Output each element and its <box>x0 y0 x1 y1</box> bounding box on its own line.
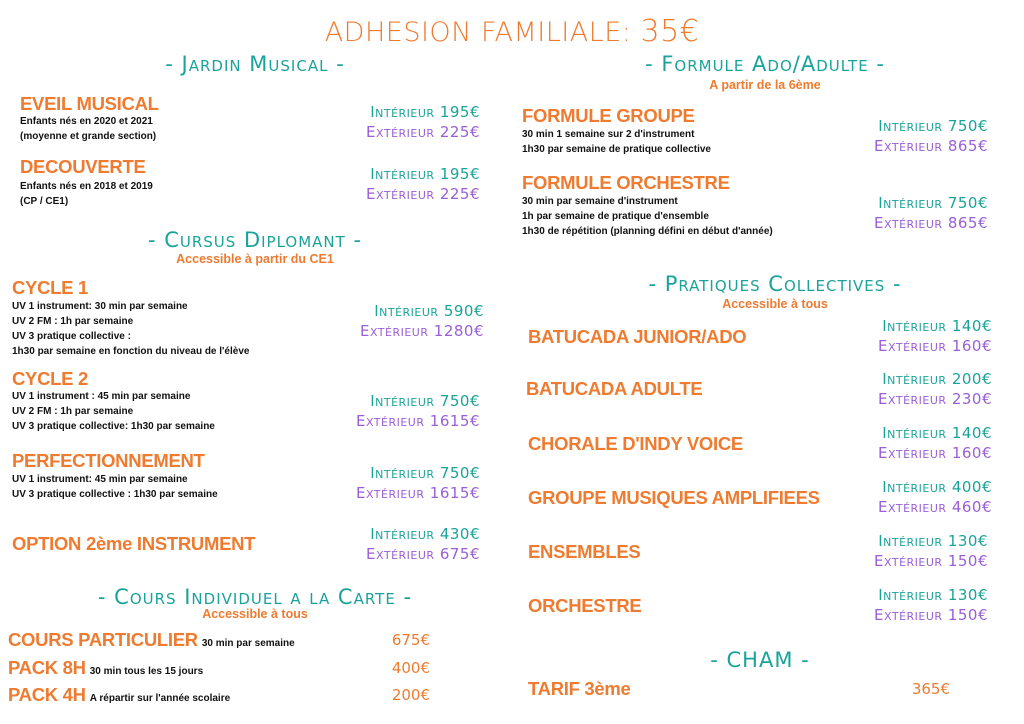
formule-orchestre-name: FORMULE ORCHESTRE <box>522 172 730 193</box>
price-interieur: Intérieur 195€ <box>370 165 480 183</box>
groupe-musiques-price <box>878 477 992 517</box>
price-interieur: Intérieur 750€ <box>878 194 988 212</box>
price-exterieur: Extérieur 160€ <box>878 337 992 355</box>
perfectionnement-price <box>356 463 480 503</box>
price-interieur: Intérieur 200€ <box>882 370 992 388</box>
page-title <box>0 14 1024 49</box>
price-interieur: Intérieur 400€ <box>882 478 992 496</box>
price-exterieur: Extérieur 150€ <box>874 552 988 570</box>
tarif-3eme-name: TARIF 3ème <box>528 678 631 699</box>
price-exterieur: Extérieur 460€ <box>878 498 992 516</box>
option-name: OPTION 2ème INSTRUMENT <box>12 533 256 554</box>
batucada-adulte-name: BATUCADA ADULTE <box>526 378 703 399</box>
ado-sub: A partir de la 6ème <box>709 78 821 92</box>
orchestre-price <box>874 585 988 625</box>
price-exterieur: Extérieur 225€ <box>366 123 480 141</box>
formule-groupe-desc: 30 min 1 semaine sur 2 d'instrument 1h30 par semaine de pratique collective <box>522 129 711 155</box>
ensembles-name: ENSEMBLES <box>528 541 641 562</box>
eveil-desc: Enfants nés en 2020 et 2021 (moyenne et grande section) <box>20 116 157 142</box>
cycle1-price <box>360 301 484 341</box>
cycle1-name: CYCLE 1 <box>12 277 89 298</box>
individuel-heading: - Cours Individuel a la Carte - <box>97 585 413 609</box>
batucada-junior-price <box>878 316 992 356</box>
eveil-price <box>366 102 480 142</box>
chorale-name: CHORALE D'INDY VOICE <box>528 433 743 454</box>
perfectionnement-name: PERFECTIONNEMENT <box>12 450 205 471</box>
decouverte-name: DECOUVERTE <box>20 156 146 177</box>
price-interieur: Intérieur 130€ <box>878 532 988 550</box>
decouverte-desc: Enfants nés en 2018 et 2019 (CP / CE1) <box>20 181 153 207</box>
pratiques-heading: - Pratiques Collectives - <box>648 272 902 296</box>
price-exterieur: Extérieur 1615€ <box>355 412 480 430</box>
cycle1-desc: UV 1 instrument: 30 min par semaine UV 2 FM : 1h par semaine UV 3 pratique collective : 1h30 par semaine en fonction du niveau de l'élève <box>12 301 250 357</box>
price-interieur: Intérieur 590€ <box>374 302 484 320</box>
jardin-heading: - Jardin Musical - <box>165 52 345 76</box>
cycle2-price <box>356 391 480 431</box>
individuel-sub: Accessible à tous <box>202 607 308 621</box>
formule-groupe-price <box>874 116 988 156</box>
cours-particulier-row: COURS PARTICULIER 30 min par semaine <box>8 629 295 650</box>
price-interieur: Intérieur 750€ <box>878 117 988 135</box>
price-interieur: Intérieur 140€ <box>882 424 992 442</box>
ensembles-price <box>874 531 988 571</box>
formule-orchestre-price <box>874 193 988 233</box>
batucada-junior-name: BATUCADA JUNIOR/ADO <box>528 326 747 347</box>
pack4h-price: 200€ <box>391 686 430 704</box>
price-interieur: Intérieur 130€ <box>878 586 988 604</box>
price-exterieur: Extérieur 150€ <box>874 606 988 624</box>
price-interieur: Intérieur 140€ <box>882 317 992 335</box>
decouverte-price <box>366 164 480 204</box>
cham-heading: - CHAM - <box>710 648 810 672</box>
cursus-heading: - Cursus Diplomant - <box>147 228 363 252</box>
price-exterieur: Extérieur 230€ <box>878 390 992 408</box>
price-interieur: Intérieur 750€ <box>370 464 480 482</box>
chorale-price <box>878 423 992 463</box>
price-exterieur: Extérieur 225€ <box>366 185 480 203</box>
price-exterieur: Extérieur 865€ <box>874 214 988 232</box>
option-price <box>366 524 480 564</box>
title-price: 35€ <box>640 14 700 49</box>
price-interieur: Intérieur 195€ <box>370 103 480 121</box>
perfectionnement-desc: UV 1 instrument: 45 min par semaine UV 3 pratique collective : 1h30 par semaine <box>12 474 218 500</box>
orchestre-name: ORCHESTRE <box>528 595 642 616</box>
formule-orchestre-desc: 30 min par semaine d'instrument 1h par semaine de pratique d'ensemble 1h30 de répétition (planning défini en début d'année) <box>522 196 773 237</box>
tarif-3eme-price: 365€ <box>911 680 950 698</box>
cursus-sub: Accessible à partir du CE1 <box>176 252 334 266</box>
pratiques-sub: Accessible à tous <box>722 297 828 311</box>
price-exterieur: Extérieur 675€ <box>366 545 480 563</box>
price-exterieur: Extérieur 1280€ <box>359 322 484 340</box>
groupe-musiques-name: GROUPE MUSIQUES AMPLIFIEES <box>528 487 820 508</box>
price-interieur: Intérieur 430€ <box>370 525 480 543</box>
price-interieur: Intérieur 750€ <box>370 392 480 410</box>
title-label: ADHESION FAMILIALE: <box>324 17 632 48</box>
price-exterieur: Extérieur 865€ <box>874 137 988 155</box>
eveil-name: EVEIL MUSICAL <box>20 93 159 114</box>
pack4h-row: PACK 4H A répartir sur l'année scolaire <box>8 684 231 705</box>
batucada-adulte-price <box>878 369 992 409</box>
cycle2-desc: UV 1 instrument : 45 min par semaine UV 2 FM : 1h par semaine UV 3 pratique collective: 1h30 par semaine <box>12 391 215 432</box>
cycle2-name: CYCLE 2 <box>12 368 89 389</box>
price-exterieur: Extérieur 1615€ <box>355 484 480 502</box>
pack8h-row: PACK 8H 30 min tous les 15 jours <box>8 657 204 678</box>
pack8h-price: 400€ <box>391 659 430 677</box>
price-exterieur: Extérieur 160€ <box>878 444 992 462</box>
ado-heading: - Formule Ado/Adulte - <box>645 52 885 76</box>
cours-particulier-price: 675€ <box>391 631 430 649</box>
formule-groupe-name: FORMULE GROUPE <box>522 105 695 126</box>
